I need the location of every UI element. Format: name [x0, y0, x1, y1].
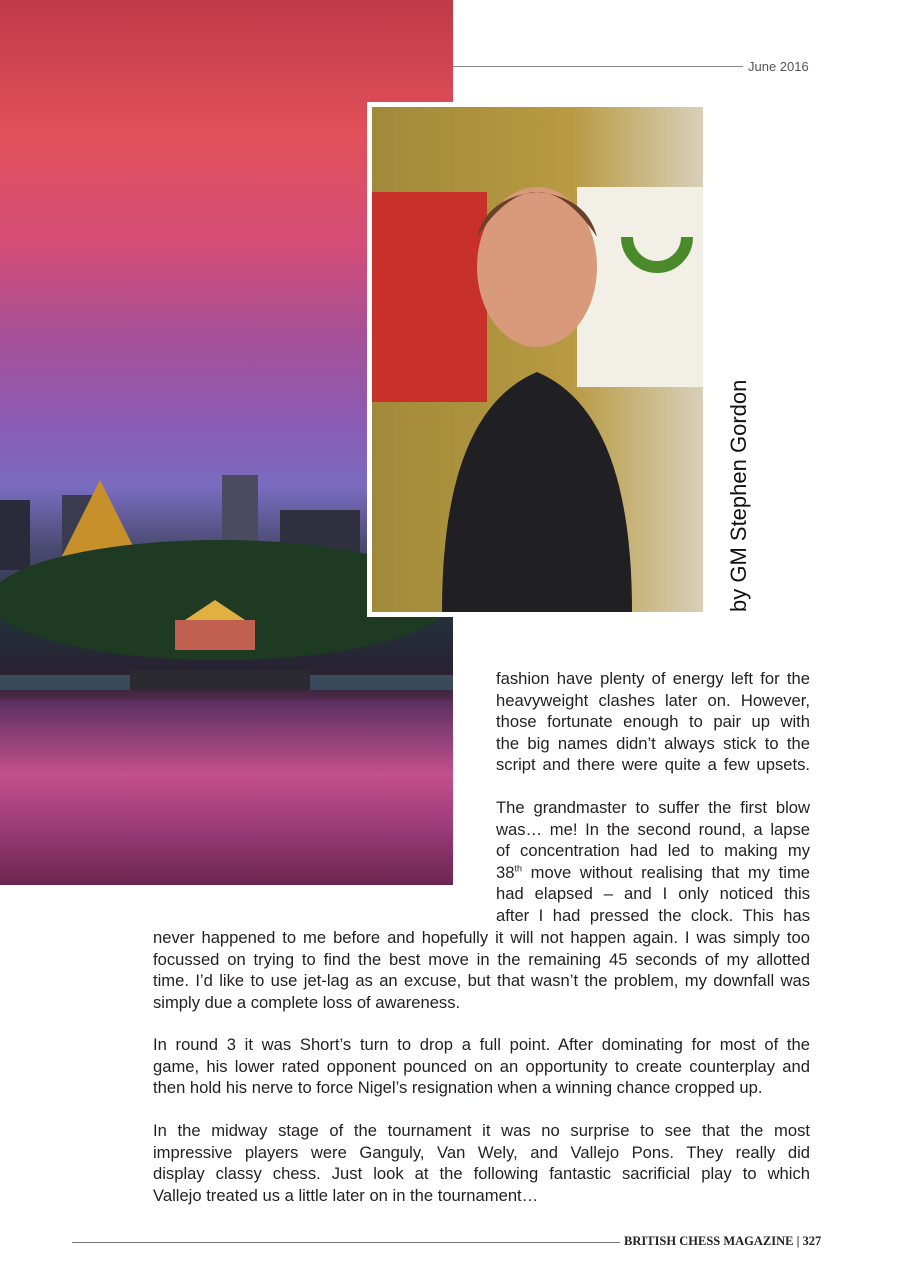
paragraph-2-wide [153, 927, 810, 1013]
text-line: the big names didn’t always stick to the [496, 733, 810, 753]
text-line: display classy chess. Just look at the following fantastic sacrificial play to which [153, 1164, 810, 1184]
footer-rule [72, 1242, 620, 1243]
byline: by GM Stephen Gordon [726, 379, 751, 612]
text-line: had elapsed – and I only noticed this [496, 884, 810, 904]
move-number: 38 [496, 862, 515, 882]
text-line: then hold his nerve to force Nigel’s resignation when a winning chance cropped up. [153, 1078, 763, 1098]
text-line: The grandmaster to suffer the first blow [496, 798, 810, 817]
text-line [496, 862, 810, 884]
header-rule [453, 66, 743, 67]
paragraph-1 [496, 668, 810, 776]
text-line: after I had pressed the clock. This has [496, 905, 810, 925]
paragraph-2-narrow [496, 797, 810, 927]
river [0, 700, 453, 885]
ordinal-suffix: th [514, 863, 522, 874]
issue-date: June 2016 [748, 59, 809, 74]
footer-magazine-page: BRITISH CHESS MAGAZINE | 327 [624, 1234, 822, 1248]
paragraph-4 [153, 1120, 810, 1206]
text-fragment: move without realising that my time [521, 862, 810, 882]
text-line: time. I’d like to use jet-lag as an excuse, but that wasn’t the problem, my downfall was [153, 971, 810, 991]
paragraph-3 [153, 1034, 810, 1099]
text-line: heavyweight clashes later on. However, [496, 690, 810, 710]
text-line: Vallejo treated us a little later on in the tournament… [153, 1185, 539, 1205]
text-line: was… me! In the second round, a lapse [496, 819, 810, 839]
text-line: fashion have plenty of energy left for the [496, 669, 810, 688]
text-line: In the midway stage of the tournament it was no surprise to see that the most [153, 1121, 810, 1140]
text-line: simply due a complete loss of awareness. [153, 992, 461, 1012]
author-portrait [367, 102, 703, 617]
text-line: of concentration had led to making my [496, 841, 810, 861]
text-line: game, his lower rated opponent pounced on an opportunity to create counterplay and [153, 1056, 810, 1076]
text-line: impressive players were Ganguly, Van Wely, and Vallejo Pons. They really did [153, 1142, 810, 1162]
text-line: those fortunate enough to pair up with [496, 712, 810, 732]
text-line: focussed on trying to find the best move in the remaining 45 seconds of my allotted [153, 949, 810, 969]
text-line: In round 3 it was Short’s turn to drop a full point. After dominating for most of the [153, 1035, 810, 1054]
text-line: script and there were quite a few upsets. [496, 755, 810, 775]
portrait-photo [372, 107, 703, 612]
text-line: never happened to me before and hopefully it will not happen again. I was simply too [153, 928, 810, 947]
